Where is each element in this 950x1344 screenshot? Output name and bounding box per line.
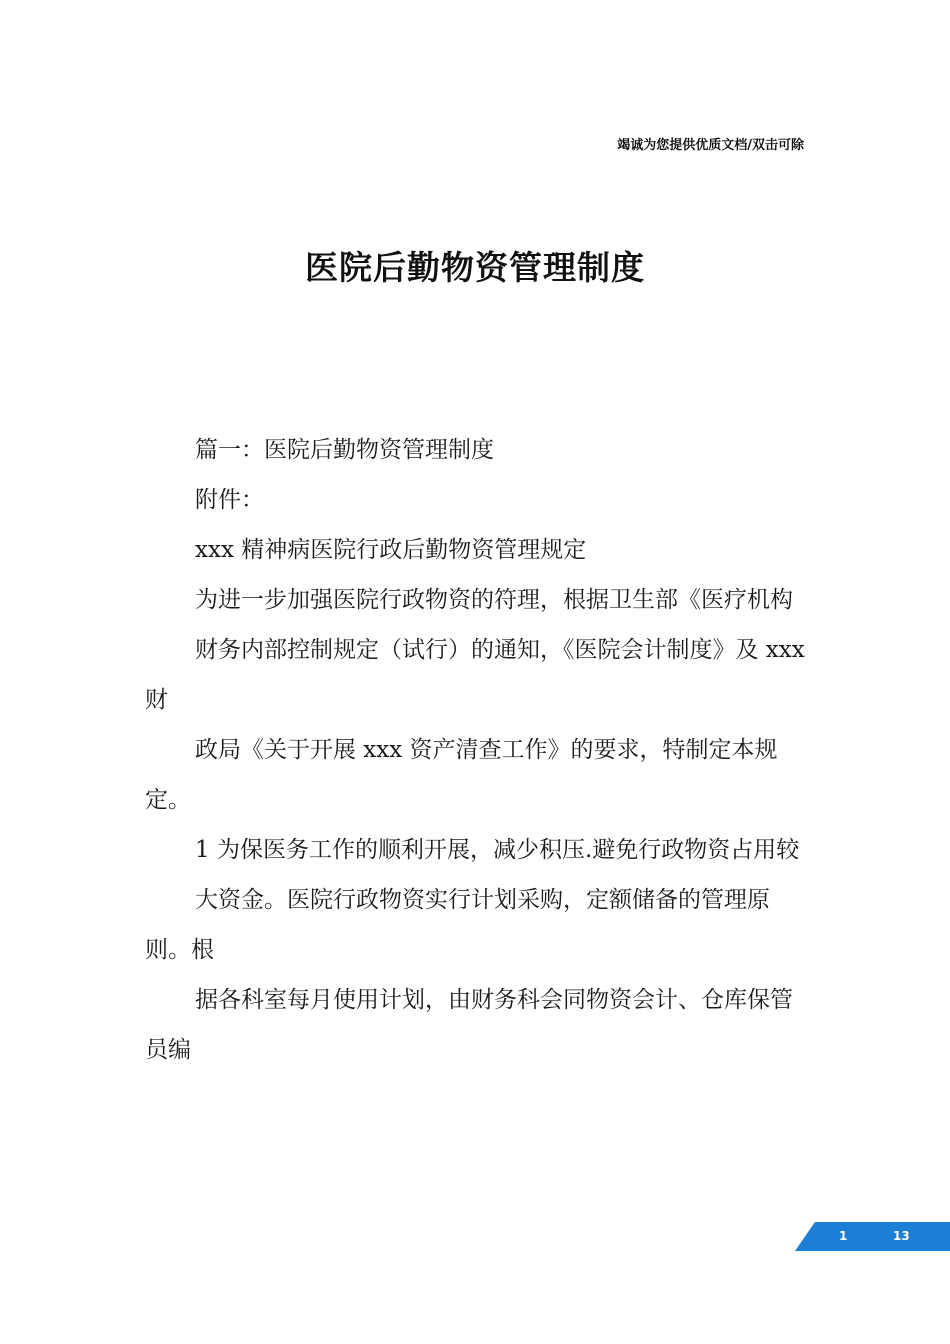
paragraph: 据各科室每月使用计划，由财务科会同物资会计、仓库保管员编 [145, 987, 793, 1063]
document-body [145, 425, 807, 1075]
page-number-bar [795, 1222, 950, 1251]
paragraph: 附件： [195, 487, 264, 513]
current-page-number: 1 [839, 1229, 848, 1243]
paragraph: 政局《关于开展 xxx 资产清查工作》的要求，特制定本规定。 [145, 737, 778, 813]
header-note: 竭诚为您提供优质文档/双击可除 [617, 138, 804, 153]
paragraph: 大资金。医院行政物资实行计划采购，定额储备的管理原则。根 [145, 887, 770, 963]
paragraph: 1 为保医务工作的顺利开展，减少积压.避免行政物资占用较 [195, 837, 800, 863]
paragraph: xxx 精神病医院行政后勤物资管理规定 [195, 537, 587, 563]
paragraph: 财务内部控制规定（试行）的通知，《医院会计制度》及 xxx 财 [145, 637, 805, 713]
document-title: 医院后勤物资管理制度 [305, 248, 645, 287]
paragraph: 篇一：医院后勤物资管理制度 [195, 437, 494, 463]
total-pages-number: 13 [893, 1229, 910, 1243]
paragraph: 为进一步加强医院行政物资的符理，根据卫生部《医疗机构 [195, 587, 793, 613]
